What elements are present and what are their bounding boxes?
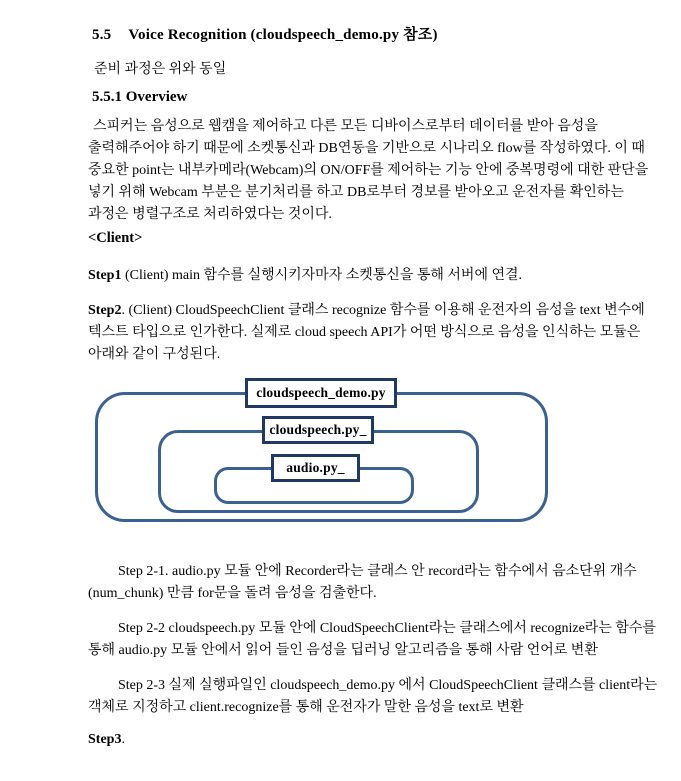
step1-text: (Client) main 함수를 실행시키자마자 소켓통신을 통해 서버에 연결. bbox=[121, 268, 523, 283]
step1-paragraph bbox=[88, 265, 608, 287]
paragraph-line: 아래와 같이 구성된다. bbox=[88, 347, 221, 362]
step3-label: Step3 bbox=[88, 732, 122, 747]
paragraph-line: 넣기 위해 Webcam 부분은 분기처리를 하고 DB로부터 경보를 받아오고 운전자를 확인하는 bbox=[88, 185, 624, 200]
module-structure-diagram bbox=[95, 378, 550, 524]
paragraph-line: 스피커는 음성으로 웹캠을 제어하고 다른 모든 디바이스로부터 데이터를 받아 음성을 bbox=[93, 119, 598, 134]
paragraph-line: Step 2-3 실제 실행파일인 cloudspeech_demo.py 에서 CloudSpeechClient 클래스를 client라는 bbox=[118, 678, 658, 693]
paragraph-line: 통해 audio.py 모듈 안에서 읽어 들인 음성을 딥러닝 알고리즘을 통해 사람 언어로 변환 bbox=[88, 643, 598, 658]
section-heading bbox=[92, 23, 438, 44]
step2-2-paragraph bbox=[88, 618, 656, 662]
step3-paragraph bbox=[88, 729, 608, 751]
subsection-heading: 5.5.1 Overview bbox=[92, 89, 188, 105]
section-title: Voice Recognition (cloudspeech_demo.py 참조) bbox=[128, 27, 438, 43]
overview-paragraph bbox=[88, 116, 649, 226]
paragraph-line: 텍스트 타입으로 인가한다. 실제로 cloud speech API가 어떤 방식으로 음성을 인식하는 모듈은 bbox=[88, 325, 641, 340]
step2-paragraph bbox=[88, 300, 645, 366]
diagram-label-audio: audio.py_ bbox=[271, 454, 360, 482]
paragraph-line: (num_chunk) 만큼 for문을 돌려 음성을 검출한다. bbox=[88, 586, 377, 601]
paragraph-line: 과정은 병렬구조로 처리하였다는 것이다. bbox=[88, 207, 332, 222]
paragraph-line: 출력해주어야 하기 때문에 소켓통신과 DB연동을 기반으로 시나리오 flow를 작성하였다. 이 때 bbox=[88, 141, 645, 156]
paragraph-line: 객체로 지정하고 client.recognize를 통해 운전자가 말한 음성을 text로 변환 bbox=[88, 700, 524, 715]
step3-text: . bbox=[121, 732, 125, 747]
step2-label: Step2 bbox=[88, 303, 122, 318]
step2-3-paragraph bbox=[88, 675, 658, 719]
section-number: 5.5 bbox=[92, 27, 112, 43]
paragraph-line: Step 2-1. audio.py 모듈 안에 Recorder라는 클래스 안 record라는 함수에서 음소단위 개수 bbox=[118, 564, 637, 579]
step2-1-paragraph bbox=[88, 561, 637, 605]
paragraph-line: 중요한 point는 내부카메라(Webcam)의 ON/OFF를 제어하는 기능 안에 중복명령에 대한 판단을 bbox=[88, 163, 649, 178]
step2-text: . (Client) CloudSpeechClient 클래스 recognize 함수를 이용해 운전자의 음성을 text 변수에 bbox=[121, 303, 645, 318]
preparation-note: 준비 과정은 위와 동일 bbox=[94, 62, 227, 77]
diagram-label-cloudspeech-demo: cloudspeech_demo.py bbox=[245, 378, 397, 408]
paragraph-line: Step 2-2 cloudspeech.py 모듈 안에 CloudSpeechClient라는 클래스에서 recognize라는 함수를 bbox=[118, 621, 656, 636]
diagram-label-cloudspeech: cloudspeech.py_ bbox=[262, 416, 374, 444]
client-heading: <Client> bbox=[88, 230, 143, 246]
step1-label: Step1 bbox=[88, 268, 122, 283]
